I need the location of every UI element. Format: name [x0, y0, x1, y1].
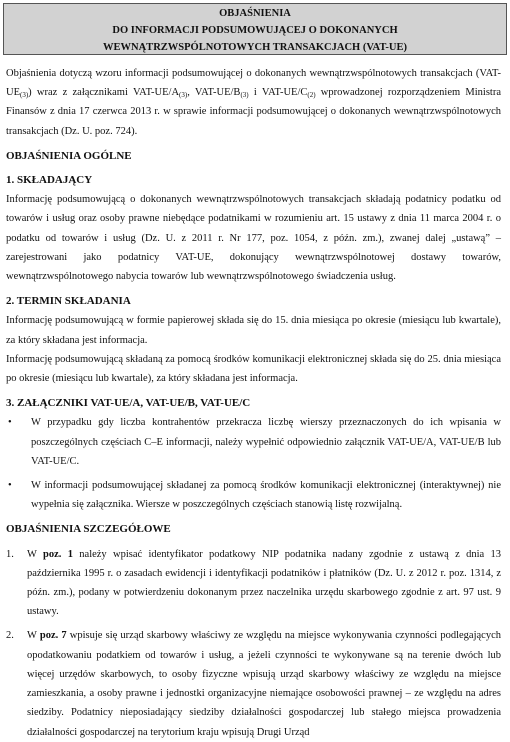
bullet-item-1: • W przypadku gdy liczba kontrahentów przekracza liczbę wierszy przeznaczonych do ich wpisania w poszczególnych częściach C–E informacji, należy wypełnić odpowiednio załącznik VAT-UE/A, VAT-UE/B lub VAT-UE/C.	[6, 413, 501, 471]
title-line-3: WEWNĄTRZWSPÓLNOTOWYCH TRANSAKCJACH (VAT-UE)	[103, 42, 407, 53]
bullet-marker: •	[8, 480, 12, 492]
section-1-heading: 1. SKŁADAJĄCY	[6, 174, 93, 187]
title-line-1: OBJAŚNIENIA	[219, 8, 291, 19]
general-heading: OBJAŚNIENIA OGÓLNE	[6, 149, 132, 162]
section-2-text-1: Informację podsumowującą w formie papierowej składa się do 15. dnia miesiąca po okresie (miesiącu lub kwartale), za który składana jest informacja.	[6, 315, 501, 346]
section-3-heading: 3. ZAŁĄCZNIKI VAT-UE/A, VAT-UE/B, VAT-UE/C	[6, 397, 251, 410]
section-2-heading: 2. TERMIN SKŁADANIA	[6, 295, 131, 308]
title-line-2: DO INFORMACJI PODSUMOWUJĄCEJ O DOKONANYCH	[112, 25, 398, 36]
title-box	[3, 3, 507, 55]
detailed-heading: OBJAŚNIENIA SZCZEGÓŁOWE	[6, 523, 171, 536]
bullet-marker: •	[8, 417, 12, 429]
intro-paragraph: Objaśnienia dotyczą wzoru informacji podsumowującej o dokonanych wewnątrzwspólnotowych transakcjach $(VAT-UE_{(3)})$ wraz z załącznikami VAT-$UE/A_{(3)}$, VAT-$UE/B_{(3)}$ i VAT-$UE/C_{(2)}$ wprowadzonej rozporządzeniem Ministra Finansów z dnia 17 czerwca 2013 r. w sprawie informacji podsumowującej o dokonanych wewnątrzwspólnotowych transakcjach (Dz. U. poz. 724).	[6, 68, 502, 137]
bullet-item-2: • W informacji podsumowującej składanej za pomocą środków komunikacji elektronicznej (interaktywnej) nie wypełnia się załącznika. Wiersze w poszczególnych częściach stanowią listę rozwijalną.	[6, 476, 501, 514]
section-1-text: Informację podsumowującą o dokonanych wewnątrzwspólnotowych transakcjach składają podatnicy podatku od towarów i usług oraz osoby prawne niebędące podatnikami w rozumieniu art. 15 ustawy z dnia 11 marca 2004 r. o podatku od towarów i usług (Dz. U. z 2011 r. Nr 177, poz. 1054, z późn. zm.), zwanej dalej „ustawą” – zarejestrowani jako podatnicy VAT-UE, dokonujący wewnątrzwspólnotowej dostawy towarów, wewnątrzwspólnotowego nabycia towarów lub wewnątrzwspólnotowego świadczenia usług.	[6, 194, 501, 283]
document-body	[6, 64, 501, 742]
detailed-item-2: 2. W poz. 7 wpisuje się urząd skarbowy właściwy ze względu na miejsce wykonywania czynności podlegających opodatkowaniu podatkiem od towarów i usług, a jeżeli czynności te wykonywane są na terenie dwóch lub więcej urzędów skarbowych, to osoby fizyczne wpisują urząd skarbowy właściwy ze względu na miejsce zamieszkania, a osoby prawne i jednostki organizacyjne niemające osobowości prawnej – ze względu na adres siedziby. Podatnicy nieposiadający siedziby działalności gospodarczej lub stałego miejsca prowadzenia działalności gospodarczej na terytorium kraju wpisują Drugi Urząd	[6, 630, 501, 738]
section-2-text-2: Informację podsumowującą składaną za pomocą środków komunikacji elektronicznej składa się do 25. dnia miesiąca po okresie (miesiącu lub kwartale), za który składana jest informacja.	[6, 353, 501, 385]
detailed-item-1: 1. W poz. 1 należy wpisać identyfikator podatkowy NIP podatnika nadany zgodnie z ustawą z dnia 13 października 1995 r. o zasadach ewidencji i identyfikacji podatników i płatników (Dz. U. z 2012 r. poz. 1314, z późn. zm.), podany w potwierdzeniu dokonanym przez naczelnika urzędu skarbowego zgodnie z art. 97 ust. 9 ustawy.	[6, 548, 501, 618]
